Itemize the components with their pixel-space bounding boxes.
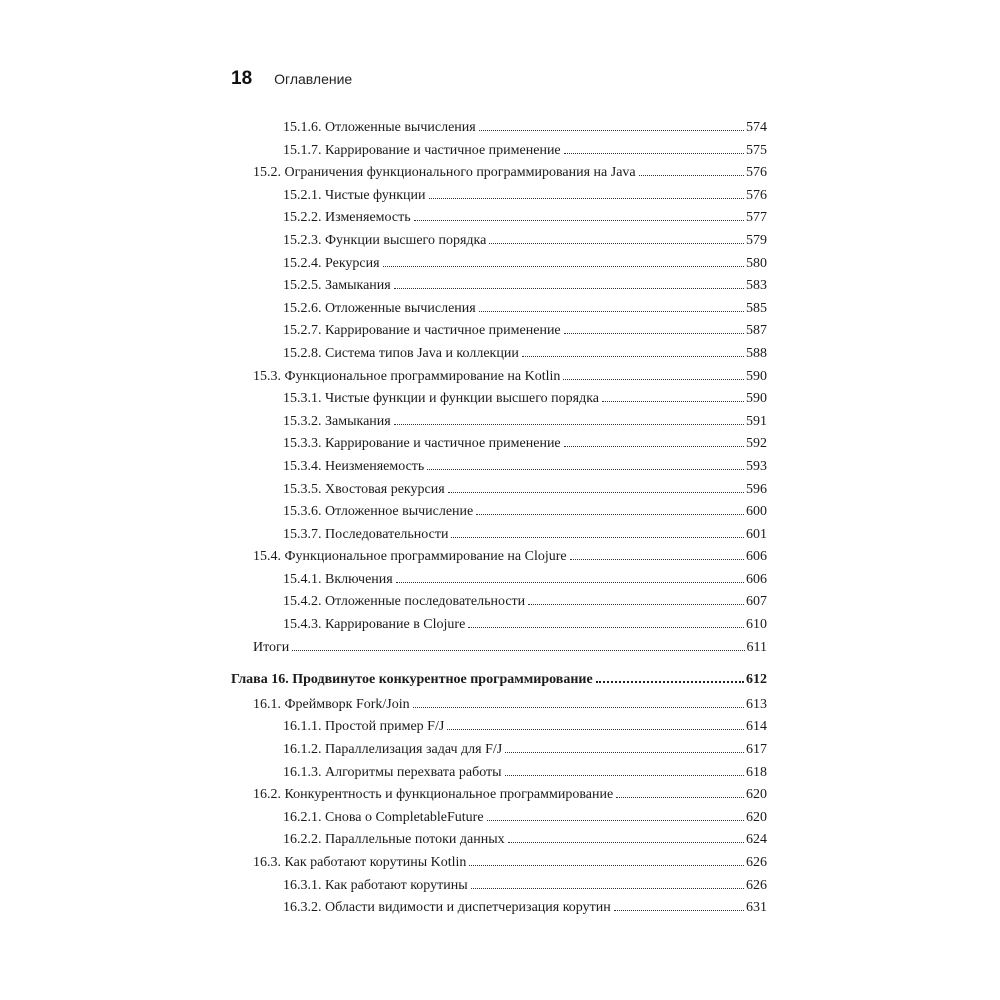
toc-entry-page: 593: [746, 458, 767, 474]
toc-entry[interactable]: [231, 343, 767, 366]
toc-entry[interactable]: [231, 524, 767, 547]
dot-leader: [564, 446, 744, 447]
toc-entry-page: 588: [746, 345, 767, 361]
dot-leader: [508, 842, 744, 843]
toc-entry-page: 596: [746, 481, 767, 497]
toc-entry[interactable]: [231, 117, 767, 140]
toc-entry-title: 15.1.6. Отложенные вычисления: [283, 120, 476, 135]
toc-entry-title: 15.2.4. Рекурсия: [283, 255, 380, 271]
toc-entry-title: 16.2.2. Параллельные потоки данных: [283, 832, 505, 848]
toc-entry-title: Глава 16. Продвинутое конкурентное программирование: [231, 672, 593, 688]
toc-entry-page: 583: [746, 278, 767, 294]
toc-entry[interactable]: [231, 716, 767, 739]
toc-entry[interactable]: [231, 875, 767, 898]
dot-leader: [505, 752, 744, 753]
toc-entry-title: 15.4.2. Отложенные последовательности: [283, 594, 526, 610]
toc-entry[interactable]: [231, 739, 767, 762]
toc-entry[interactable]: [231, 185, 767, 208]
dot-leader: [451, 537, 744, 538]
dot-leader: [563, 379, 744, 380]
toc-entry-title: 16.3. Как работают корутины Kotlin: [253, 855, 467, 870]
toc-entry-title: 16.1.1. Простой пример F/J: [283, 719, 445, 735]
toc-entry-page: 590: [746, 391, 767, 407]
toc-entry[interactable]: [231, 388, 767, 411]
dot-leader: [602, 401, 744, 402]
toc-entry-title: 15.2.1. Чистые функции: [283, 187, 426, 203]
toc-entry-page: 617: [746, 742, 767, 758]
toc-entry-page: 610: [746, 617, 767, 633]
toc-entry[interactable]: [231, 897, 767, 920]
toc-entry-title: 15.3.3. Каррирование и частичное применение: [283, 436, 561, 452]
toc-entry[interactable]: [231, 253, 767, 276]
toc-entry-page: 601: [746, 526, 767, 542]
toc-entry-page: 613: [746, 696, 767, 712]
dot-leader: [570, 559, 744, 560]
dot-leader: [564, 333, 744, 334]
toc-entry[interactable]: [231, 298, 767, 321]
toc-entry[interactable]: [231, 411, 767, 434]
toc-entry-page: 620: [746, 787, 767, 803]
toc-entry[interactable]: [231, 320, 767, 343]
dot-leader: [479, 130, 744, 131]
toc-entry[interactable]: [231, 807, 767, 830]
toc-entry-page: 580: [746, 255, 767, 271]
dot-leader: [596, 681, 744, 683]
toc-entry[interactable]: [231, 614, 767, 637]
toc-entry-page: 620: [746, 809, 767, 825]
toc-entry-title: 15.3.5. Хвостовая рекурсия: [283, 481, 445, 497]
toc-entry-page: 575: [746, 142, 767, 158]
toc-entry-page: 611: [746, 639, 767, 655]
toc-entry[interactable]: [231, 207, 767, 230]
table-of-contents: [231, 117, 767, 920]
dot-leader: [394, 288, 744, 289]
toc-entry-page: 574: [746, 120, 767, 135]
toc-entry-title: 16.2.1. Снова о CompletableFuture: [283, 809, 484, 825]
toc-entry[interactable]: [231, 140, 767, 163]
toc-entry[interactable]: [231, 230, 767, 253]
toc-entry[interactable]: [231, 784, 767, 807]
dot-leader: [429, 198, 744, 199]
toc-entry-title: 15.2.6. Отложенные вычисления: [283, 300, 476, 316]
toc-entry-title: 16.2. Конкурентность и функциональное программирование: [253, 787, 614, 803]
toc-entry-page: 618: [746, 764, 767, 780]
toc-entry[interactable]: [231, 591, 767, 614]
dot-leader: [471, 888, 744, 889]
toc-entry-title: 15.2.7. Каррирование и частичное применение: [283, 323, 561, 339]
toc-entry-page: 606: [746, 549, 767, 565]
toc-entry-title: 16.3.2. Области видимости и диспетчеризация корутин: [283, 900, 611, 916]
dot-leader: [522, 356, 744, 357]
dot-leader: [468, 627, 744, 628]
toc-entry-page: 590: [746, 368, 767, 384]
toc-entry-title: 16.1. Фреймворк Fork/Join: [253, 696, 410, 712]
dot-leader: [564, 153, 744, 154]
toc-entry-title: 15.3.7. Последовательности: [283, 526, 449, 542]
toc-entry-title: 15.4. Функциональное программирование на Clojure: [253, 549, 567, 565]
dot-leader: [447, 729, 744, 730]
toc-entry-title: Итоги: [253, 639, 290, 655]
toc-entry[interactable]: [231, 569, 767, 592]
toc-entry[interactable]: [231, 275, 767, 298]
dot-leader: [469, 865, 744, 866]
toc-entry-page: 579: [746, 232, 767, 248]
toc-entry-page: 624: [746, 832, 767, 848]
toc-entry-page: 626: [746, 855, 767, 870]
dot-leader: [528, 604, 744, 605]
toc-entry-title: 15.2. Ограничения функционального программирования на Java: [253, 165, 636, 181]
toc-entry-title: 15.3.2. Замыкания: [283, 413, 391, 429]
toc-entry[interactable]: [231, 852, 767, 875]
toc-entry-title: 15.4.3. Каррирование в Clojure: [283, 617, 466, 633]
toc-entry-title: 16.3.1. Как работают корутины: [283, 877, 468, 893]
dot-leader: [413, 707, 744, 708]
dot-leader: [448, 492, 744, 493]
toc-entry-page: 631: [746, 900, 767, 916]
dot-leader: [639, 175, 744, 176]
dot-leader: [505, 775, 744, 776]
toc-entry-page: 606: [746, 571, 767, 587]
toc-entry-title: 15.3.4. Неизменяемость: [283, 458, 425, 474]
toc-entry[interactable]: [231, 456, 767, 479]
toc-entry-title: 15.2.5. Замыкания: [283, 278, 391, 294]
toc-entry[interactable]: [231, 546, 767, 569]
dot-leader: [616, 797, 744, 798]
dot-leader: [414, 220, 744, 221]
toc-entry-page: 612: [746, 672, 767, 688]
toc-entry-title: 16.1.3. Алгоритмы перехвата работы: [283, 764, 502, 780]
toc-entry[interactable]: [231, 637, 767, 660]
running-title: Оглавление: [274, 71, 353, 87]
toc-entry[interactable]: [231, 366, 767, 389]
dot-leader: [476, 514, 744, 515]
toc-entry-title: 15.3.6. Отложенное вычисление: [283, 504, 474, 520]
toc-entry-title: 15.2.3. Функции высшего порядка: [283, 232, 487, 248]
page-number: 18: [231, 68, 253, 89]
toc-entry-page: 585: [746, 300, 767, 316]
toc-entry-title: 16.1.2. Параллелизация задач для F/J: [283, 742, 503, 758]
toc-entry-page: 576: [746, 165, 767, 181]
toc-entry[interactable]: [231, 433, 767, 456]
toc-entry-page: 592: [746, 436, 767, 452]
toc-entry-page: 587: [746, 323, 767, 339]
dot-leader: [479, 311, 744, 312]
dot-leader: [427, 469, 744, 470]
dot-leader: [394, 424, 744, 425]
toc-entry-title: 15.2.8. Система типов Java и коллекции: [283, 345, 519, 361]
toc-entry-page: 626: [746, 877, 767, 893]
toc-entry-page: 607: [746, 594, 767, 610]
toc-entry-title: 15.4.1. Включения: [283, 571, 393, 587]
toc-entry-page: 591: [746, 413, 767, 429]
toc-entry-page: 600: [746, 504, 767, 520]
toc-entry-page: 614: [746, 719, 767, 735]
dot-leader: [489, 243, 744, 244]
toc-entry-page: 577: [746, 210, 767, 226]
dot-leader: [383, 266, 744, 267]
dot-leader: [614, 910, 744, 911]
toc-entry[interactable]: [231, 501, 767, 524]
toc-entry[interactable]: [231, 762, 767, 785]
toc-entry[interactable]: [231, 829, 767, 852]
toc-entry-title: 15.2.2. Изменяемость: [283, 210, 411, 226]
toc-entry[interactable]: [231, 162, 767, 185]
toc-entry-title: 15.3.1. Чистые функции и функции высшего порядка: [283, 391, 599, 407]
toc-entry[interactable]: [231, 479, 767, 502]
toc-chapter-entry[interactable]: [231, 669, 767, 692]
dot-leader: [487, 820, 744, 821]
dot-leader: [292, 650, 744, 651]
toc-entry-page: 576: [746, 187, 767, 203]
toc-entry-title: 15.1.7. Каррирование и частичное применение: [283, 142, 561, 158]
page-header: [231, 68, 352, 90]
toc-entry-title: 15.3. Функциональное программирование на Kotlin: [253, 368, 561, 384]
toc-entry[interactable]: [231, 694, 767, 717]
dot-leader: [396, 582, 744, 583]
